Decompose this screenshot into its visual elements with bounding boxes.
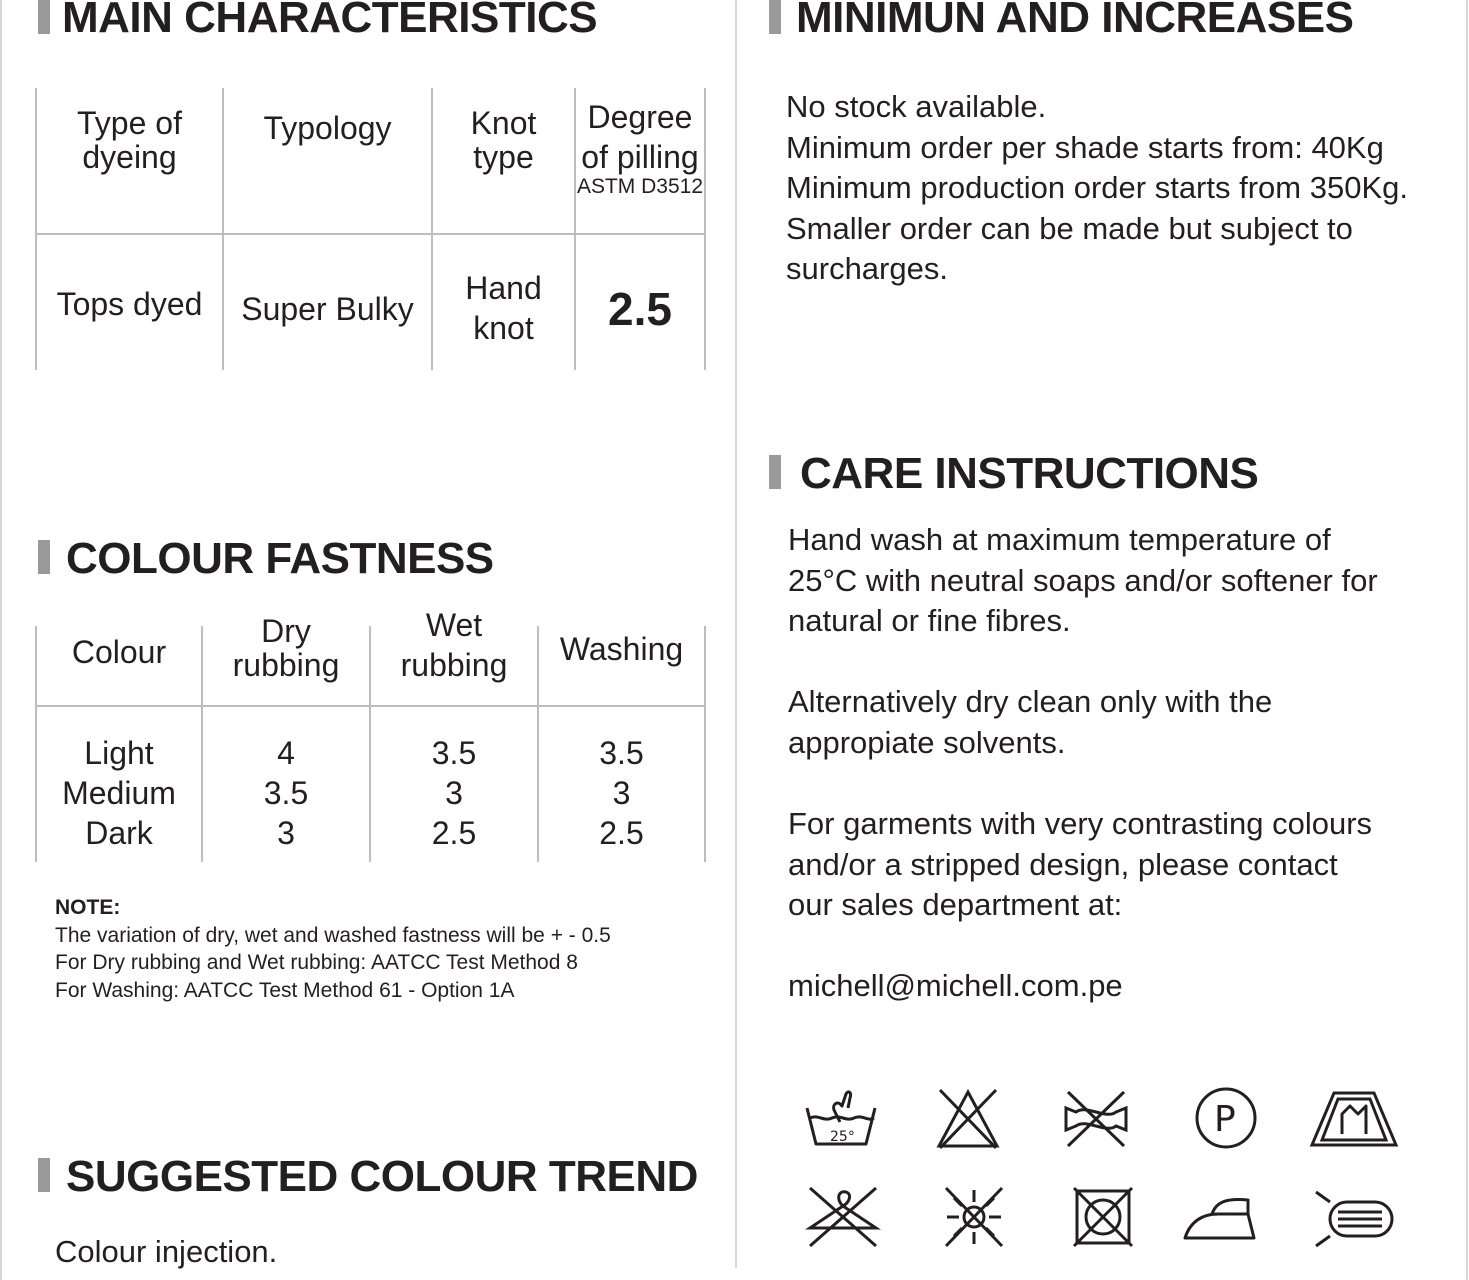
dry-clean-p-icon: [1194, 1086, 1258, 1150]
note-label: NOTE:: [55, 896, 121, 919]
right-page-border: [1466, 0, 1468, 1280]
do-not-bleach-icon: [936, 1088, 1000, 1150]
table-divider: [704, 88, 706, 370]
header-type-of-dyeing: Type of dyeing: [77, 105, 182, 175]
flat-dry-shade-icon: [1310, 1090, 1398, 1148]
header-wet-rubbing: Wet rubbing: [400, 607, 508, 683]
iron-low-icon: [1182, 1192, 1258, 1244]
column-divider: [735, 0, 737, 1268]
header-typology: Typology: [263, 110, 392, 146]
section-marker: [38, 0, 50, 34]
note-line: For Washing: AATCC Test Method 61 - Option 1A: [55, 978, 515, 1002]
column-colour-values: Light Medium Dark: [62, 735, 176, 851]
fastness-note: [55, 894, 611, 1004]
care-paragraph-3: For garments with very contrasting colours and/or a stripped design, please contact our sales department at:: [788, 806, 1373, 923]
table-divider: [35, 233, 706, 235]
header-dry-rubbing: Dry rubbing: [232, 613, 340, 683]
hand-wash-icon: [804, 1086, 878, 1148]
minimum-line: No stock available.: [786, 89, 1047, 124]
contact-email[interactable]: michell@michell.com.pe: [788, 968, 1123, 1003]
dry-flat-in-shade-icon: [1312, 1188, 1396, 1250]
care-title: CARE INSTRUCTIONS: [800, 449, 1259, 498]
header-degree-of-pilling: Degree of pilling ASTM D3512: [576, 99, 704, 198]
care-paragraph-1: Hand wash at maximum temperature of 25°C with neutral soaps and/or softener for natural or fine fibres.: [788, 522, 1378, 639]
note-line: The variation of dry, wet and washed fastness will be + - 0.5: [55, 923, 611, 947]
left-page-border: [0, 0, 2, 1280]
value-type-of-dyeing: Tops dyed: [56, 286, 203, 322]
colour-fastness-title: COLOUR FASTNESS: [66, 534, 494, 583]
minimum-text: [786, 87, 1408, 290]
header-washing: Washing: [559, 631, 684, 667]
value-degree-of-pilling: 2.5: [608, 283, 672, 335]
column-washing-values: 3.5 3 2.5: [599, 735, 644, 851]
do-not-tumble-dry-icon: [1072, 1186, 1134, 1248]
column-wet-values: 3.5 3 2.5: [431, 735, 477, 851]
section-marker: [769, 0, 781, 34]
section-marker: [769, 455, 781, 489]
header-colour: Colour: [71, 634, 167, 670]
value-typology: Super Bulky: [241, 291, 414, 327]
svg-text:25°: 25°: [830, 1129, 855, 1145]
colour-trend-text: Colour injection.: [55, 1234, 278, 1269]
section-marker: [38, 1158, 50, 1192]
do-not-hang-dry-icon: [806, 1184, 880, 1250]
minimum-line: Smaller order can be made but subject to: [786, 210, 1353, 246]
header-knot-type: Knot type: [470, 105, 537, 175]
table-divider: [704, 626, 706, 862]
colour-trend-title: SUGGESTED COLOUR TREND: [66, 1152, 698, 1201]
minimum-line: surcharges.: [786, 251, 948, 287]
main-characteristics-title: MAIN CHARACTERISTICS: [62, 0, 598, 42]
minimum-line: Minimum production order starts from 350Kg.: [786, 170, 1408, 206]
note-line: For Dry rubbing and Wet rubbing: AATCC Test Method 8: [55, 951, 578, 974]
minimum-line: Minimum order per shade starts from: 40Kg: [786, 129, 1384, 165]
do-not-wring-icon: [1062, 1090, 1130, 1148]
minimum-title: MINIMUN AND INCREASES: [796, 0, 1354, 42]
table-divider: [35, 705, 706, 707]
column-dry-values: 4 3.5 3: [263, 735, 309, 851]
value-knot-type: Hand knot: [465, 270, 542, 346]
do-not-dry-sun-icon: [942, 1186, 1006, 1248]
svg-text:P: P: [1214, 1099, 1236, 1140]
care-paragraph-2: Alternatively dry clean only with the appropiate solvents.: [788, 684, 1273, 760]
section-marker: [38, 540, 50, 574]
